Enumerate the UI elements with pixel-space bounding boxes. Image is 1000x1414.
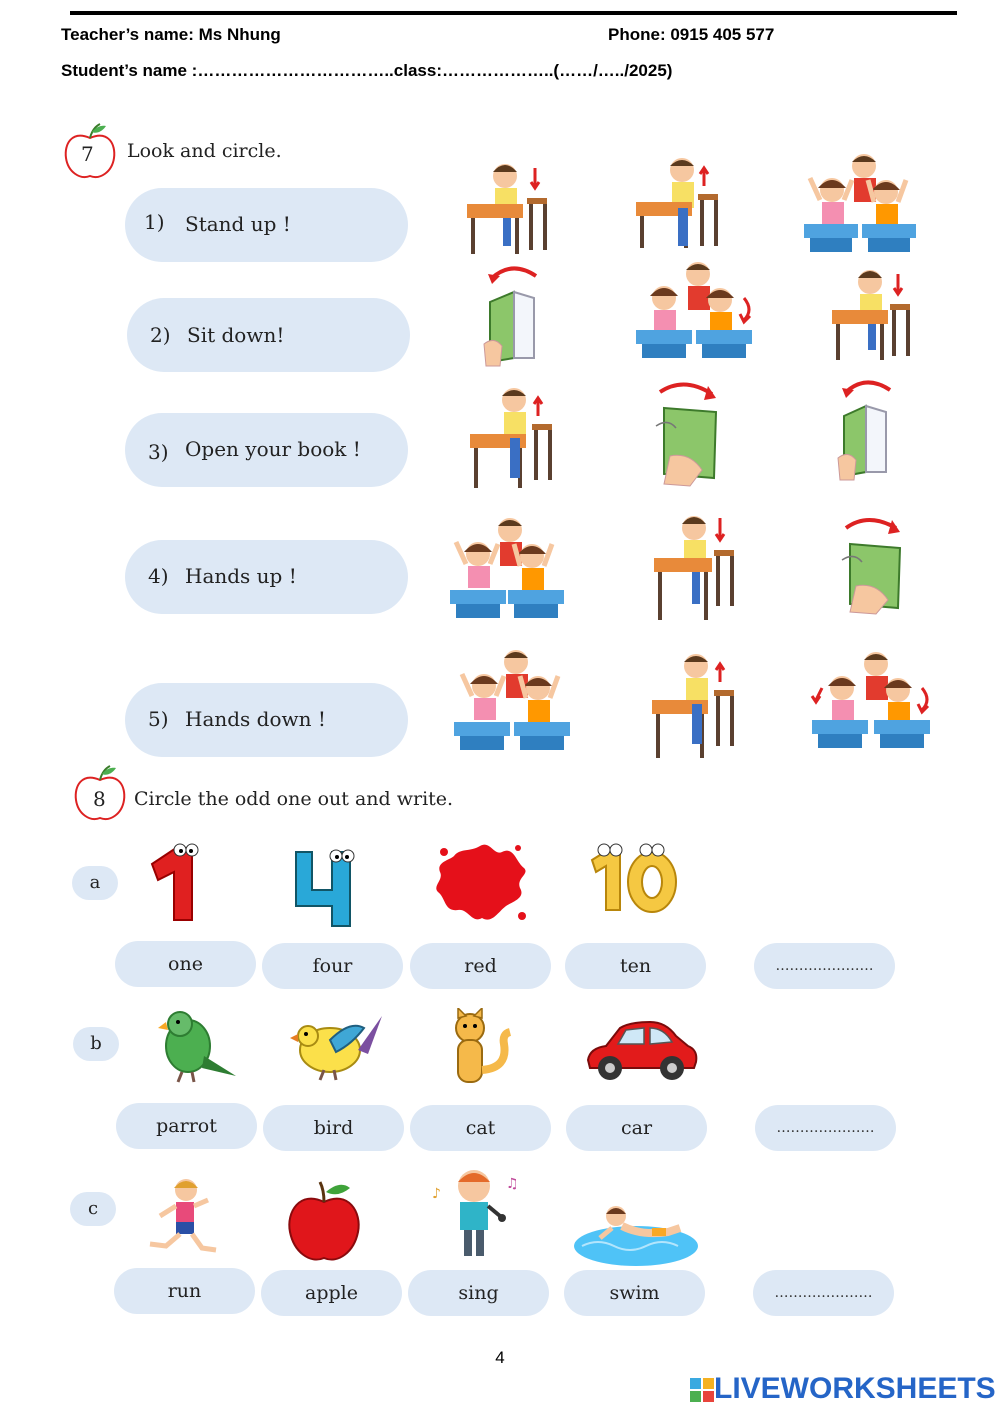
row-label-a: a bbox=[72, 866, 118, 900]
word-a-1[interactable]: one bbox=[115, 941, 256, 987]
word-a-2[interactable]: four bbox=[262, 943, 403, 989]
teacher-phone: Phone: 0915 405 577 bbox=[608, 25, 775, 44]
teacher-name: Teacher’s name: Ms Nhung bbox=[61, 25, 281, 44]
book-opening-icon[interactable] bbox=[836, 376, 898, 486]
exercise-7-number: 7 bbox=[81, 142, 94, 166]
running-boy-icon[interactable] bbox=[146, 1176, 220, 1258]
command-2-number: 2) bbox=[150, 323, 171, 347]
word-b-3[interactable]: cat bbox=[410, 1105, 551, 1151]
command-1-number: 1) bbox=[144, 210, 165, 234]
liveworksheets-grid-icon bbox=[690, 1378, 714, 1402]
number-ten-icon[interactable] bbox=[588, 842, 680, 914]
children-hands-up-icon[interactable] bbox=[446, 514, 568, 622]
book-closing-icon[interactable] bbox=[650, 378, 724, 488]
book-opening-icon[interactable] bbox=[480, 262, 550, 372]
boy-sitting-down-icon[interactable] bbox=[463, 154, 555, 258]
word-b-1[interactable]: parrot bbox=[116, 1103, 257, 1149]
cat-icon[interactable] bbox=[444, 1008, 514, 1088]
boy-standing-up-icon[interactable] bbox=[632, 154, 724, 250]
parrot-icon[interactable] bbox=[154, 1006, 238, 1086]
answer-field-b[interactable]: ………………… bbox=[755, 1105, 896, 1151]
page-number: 4 bbox=[495, 1348, 505, 1367]
exercise-7-instruction: Look and circle. bbox=[127, 140, 282, 162]
children-hands-down-icon[interactable] bbox=[808, 648, 936, 750]
bird-icon[interactable] bbox=[290, 1010, 382, 1082]
student-name-line[interactable]: Student’s name :……………………………..class:………………..(……/…../2025) bbox=[61, 61, 673, 80]
word-c-4[interactable]: swim bbox=[564, 1270, 705, 1316]
svg-text:♫: ♫ bbox=[506, 1176, 519, 1192]
children-hands-up-icon[interactable] bbox=[450, 646, 574, 754]
boy-standing-up-icon[interactable] bbox=[466, 384, 558, 494]
children-hands-down-icon[interactable] bbox=[632, 258, 758, 362]
children-hands-up-icon[interactable] bbox=[802, 150, 918, 256]
exercise-8-instruction: Circle the odd one out and write. bbox=[134, 788, 454, 810]
word-a-3[interactable]: red bbox=[410, 943, 551, 989]
svg-text:♪: ♪ bbox=[432, 1186, 441, 1202]
command-4-number: 4) bbox=[148, 564, 169, 588]
word-b-4[interactable]: car bbox=[566, 1105, 707, 1151]
command-4-text: Hands up ! bbox=[185, 564, 297, 588]
top-rule bbox=[70, 11, 957, 15]
swimming-boy-icon[interactable] bbox=[572, 1202, 700, 1268]
word-c-1[interactable]: run bbox=[114, 1268, 255, 1314]
red-car-icon[interactable] bbox=[584, 1020, 700, 1084]
row-label-c: c bbox=[70, 1192, 116, 1226]
singing-boy-icon[interactable] bbox=[426, 1164, 522, 1262]
command-3-text: Open your book ! bbox=[185, 437, 361, 461]
answer-field-c[interactable]: ………………… bbox=[753, 1270, 894, 1316]
word-b-2[interactable]: bird bbox=[263, 1105, 404, 1151]
boy-standing-up-icon[interactable] bbox=[648, 650, 740, 762]
word-c-2[interactable]: apple bbox=[261, 1270, 402, 1316]
book-closing-icon[interactable] bbox=[838, 514, 904, 616]
liveworksheets-wordmark: LIVEWORKSHEETS bbox=[714, 1372, 996, 1405]
command-5-text: Hands down ! bbox=[185, 707, 326, 731]
red-paint-splash-icon[interactable] bbox=[432, 836, 530, 926]
boy-sitting-down-icon[interactable] bbox=[828, 262, 916, 364]
number-four-icon[interactable] bbox=[292, 844, 360, 930]
word-a-4[interactable]: ten bbox=[565, 943, 706, 989]
word-c-3[interactable]: sing bbox=[408, 1270, 549, 1316]
answer-field-a[interactable]: ………………… bbox=[754, 943, 895, 989]
liveworksheets-logo[interactable] bbox=[690, 1372, 996, 1406]
command-2-text: Sit down! bbox=[187, 323, 285, 347]
number-one-icon[interactable] bbox=[146, 842, 206, 924]
row-label-b: b bbox=[73, 1027, 119, 1061]
command-3-number: 3) bbox=[148, 440, 169, 464]
apple-icon[interactable] bbox=[286, 1180, 362, 1264]
command-1-text: Stand up ! bbox=[185, 212, 291, 236]
exercise-8-number: 8 bbox=[93, 787, 106, 811]
command-5-number: 5) bbox=[148, 707, 169, 731]
boy-sitting-down-icon[interactable] bbox=[650, 508, 740, 624]
